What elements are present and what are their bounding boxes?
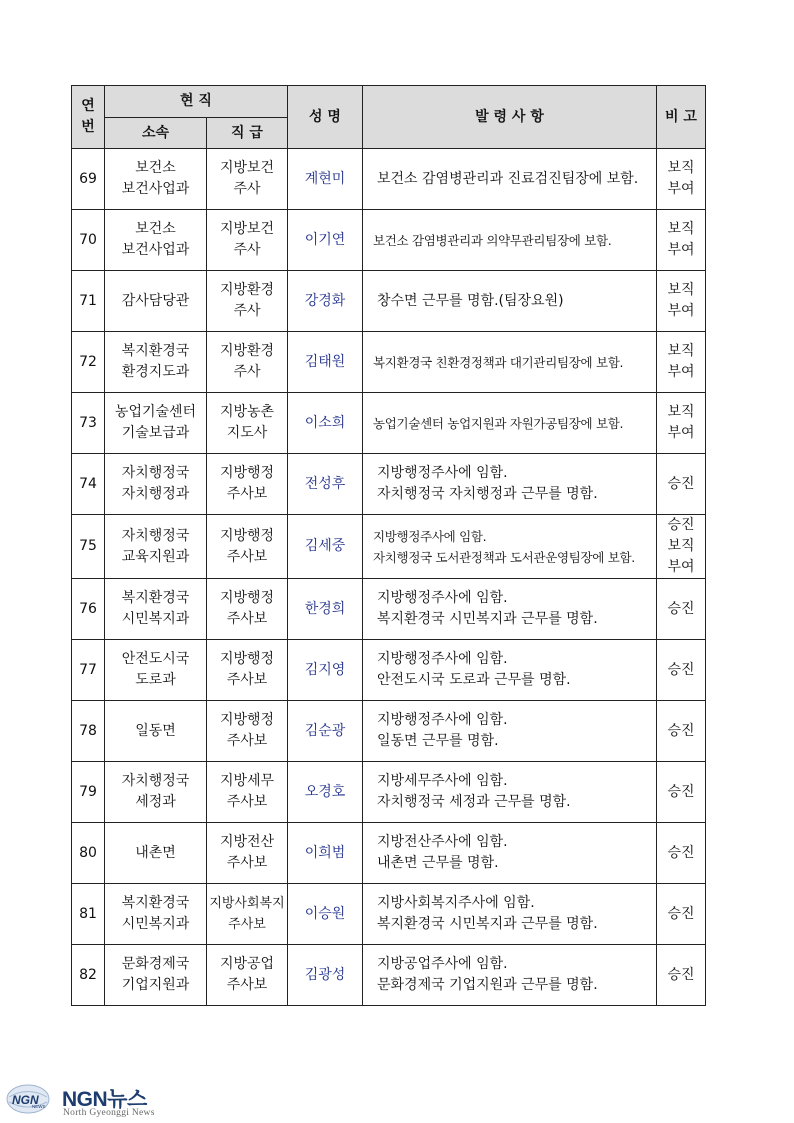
remarks-line: 승진 <box>667 517 695 533</box>
row-name: 계현미 <box>288 149 363 210</box>
personnel-table <box>71 85 706 1006</box>
remarks-line: 보직 <box>667 221 695 237</box>
rank-line: 지방전산 <box>219 834 275 850</box>
rank-line: 지방환경 <box>219 343 275 359</box>
row-rank <box>207 271 288 332</box>
table-row <box>72 271 706 332</box>
table-row <box>72 210 706 271</box>
remarks-line: 승진 <box>667 600 695 617</box>
affiliation-line: 자치행정국 <box>121 465 190 481</box>
affiliation-line: 자치행정국 <box>121 527 190 544</box>
header-order: 발 령 사 항 <box>363 86 657 149</box>
row-remarks <box>657 271 706 332</box>
header-seq <box>72 86 105 149</box>
rank-line: 지방환경 <box>219 282 275 298</box>
row-number: 75 <box>72 515 105 579</box>
row-remarks <box>657 945 706 1006</box>
remarks-line: 보직 <box>667 282 695 298</box>
rank-line: 지방사회복지 <box>209 896 285 911</box>
affiliation-line: 감사담당관 <box>121 292 190 309</box>
table-row <box>72 762 706 823</box>
row-number: 82 <box>72 945 105 1006</box>
ngn-logo <box>6 1082 176 1118</box>
rank-line: 지방보건 <box>219 221 275 237</box>
remarks-line: 승진 <box>667 475 695 492</box>
appointment-line: 농업기술센터 농업지원과 자원가공팀장에 보함. <box>373 415 624 431</box>
row-affiliation <box>105 640 207 701</box>
rank-line: 지방보건 <box>219 160 275 176</box>
rank-line: 지방농촌 <box>219 404 275 420</box>
row-appointment <box>363 823 657 884</box>
row-appointment <box>363 393 657 454</box>
row-affiliation <box>105 271 207 332</box>
row-remarks <box>657 454 706 515</box>
row-name: 한경희 <box>288 579 363 640</box>
row-name: 이희범 <box>288 823 363 884</box>
header-rank: 직 급 <box>207 118 288 149</box>
affiliation-line: 보건소 <box>135 160 176 176</box>
row-appointment <box>363 762 657 823</box>
row-remarks <box>657 332 706 393</box>
row-number: 69 <box>72 149 105 210</box>
logo-brand: NGN뉴스 <box>62 1088 147 1111</box>
affiliation-line: 복지환경국 <box>121 590 190 606</box>
affiliation-line: 자치행정국 <box>121 773 190 789</box>
row-remarks <box>657 823 706 884</box>
appointment-line: 지방행정주사에 임함. <box>377 590 508 606</box>
affiliation-line: 내촌면 <box>135 844 176 861</box>
row-remarks <box>657 210 706 271</box>
row-number: 80 <box>72 823 105 884</box>
row-remarks <box>657 701 706 762</box>
affiliation-line: 환경지도과 <box>121 364 190 380</box>
row-appointment <box>363 149 657 210</box>
rank-line: 지도사 <box>226 425 268 441</box>
row-affiliation <box>105 762 207 823</box>
rank-line: 지방세무 <box>219 773 275 789</box>
row-appointment <box>363 640 657 701</box>
appointment-line: 보건소 감염병관리과 진료검진팀장에 보함. <box>377 170 639 187</box>
rank-line: 지방공업 <box>219 956 275 972</box>
affiliation-line: 기업지원과 <box>121 977 190 993</box>
header-remarks: 비 고 <box>657 86 706 149</box>
row-rank <box>207 762 288 823</box>
row-name: 이승원 <box>288 884 363 945</box>
logo-mark-text: NGN <box>12 1093 39 1107</box>
row-number: 78 <box>72 701 105 762</box>
rank-line: 지방행정 <box>219 590 275 606</box>
remarks-line: 승진 <box>667 783 695 800</box>
row-affiliation <box>105 393 207 454</box>
row-name: 김태원 <box>288 332 363 393</box>
remarks-line: 보직 <box>667 343 695 359</box>
remarks-line: 보직 <box>667 404 695 420</box>
table-body <box>72 149 706 1006</box>
remarks-line: 승진 <box>667 722 695 739</box>
rank-line: 지방행정 <box>219 712 275 728</box>
appointment-line: 지방행정주사에 임함. <box>377 651 508 667</box>
table-row <box>72 640 706 701</box>
row-appointment <box>363 515 657 579</box>
remarks-line: 보직 <box>667 538 695 554</box>
row-affiliation <box>105 823 207 884</box>
affiliation-line: 일동면 <box>135 722 176 739</box>
rank-line: 주사보 <box>226 794 268 810</box>
row-number: 76 <box>72 579 105 640</box>
row-name: 김지영 <box>288 640 363 701</box>
remarks-line: 승진 <box>667 905 695 922</box>
header-affiliation: 소속 <box>105 118 207 149</box>
table-row <box>72 945 706 1006</box>
row-affiliation <box>105 579 207 640</box>
row-remarks <box>657 640 706 701</box>
row-name: 오경호 <box>288 762 363 823</box>
remarks-line: 부여 <box>667 425 695 441</box>
row-number: 72 <box>72 332 105 393</box>
affiliation-line: 도로과 <box>135 672 176 688</box>
remarks-line: 보직 <box>667 160 695 176</box>
appointment-line: 지방사회복지주사에 임함. <box>377 895 535 911</box>
row-appointment <box>363 332 657 393</box>
row-number: 77 <box>72 640 105 701</box>
row-affiliation <box>105 945 207 1006</box>
rank-line: 주사보 <box>226 611 268 627</box>
remarks-line: 승진 <box>667 966 695 983</box>
row-appointment <box>363 454 657 515</box>
logo-subtitle: North Gyeonggi News <box>63 1108 155 1118</box>
rank-line: 주사보 <box>228 917 266 932</box>
appointment-line: 보건소 감염병관리과 의약무관리팀장에 보함. <box>373 232 612 248</box>
rank-line: 지방행정 <box>219 651 275 667</box>
row-rank <box>207 454 288 515</box>
affiliation-line: 보건사업과 <box>121 181 190 197</box>
row-rank <box>207 823 288 884</box>
row-name: 전성후 <box>288 454 363 515</box>
row-affiliation <box>105 332 207 393</box>
row-remarks <box>657 149 706 210</box>
row-rank <box>207 884 288 945</box>
row-appointment <box>363 945 657 1006</box>
header-seq-text: 연 번 <box>81 98 95 135</box>
row-number: 70 <box>72 210 105 271</box>
rank-line: 주사 <box>233 364 261 380</box>
row-remarks <box>657 515 706 579</box>
affiliation-line: 자치행정과 <box>121 486 190 502</box>
row-number: 71 <box>72 271 105 332</box>
rank-line: 지방행정 <box>219 465 275 481</box>
affiliation-line: 복지환경국 <box>121 343 190 359</box>
row-affiliation <box>105 884 207 945</box>
row-name: 강경화 <box>288 271 363 332</box>
appointment-line: 일동면 근무를 명함. <box>377 733 499 749</box>
rank-line: 주사보 <box>226 733 268 749</box>
table-header <box>72 86 706 149</box>
appointment-line: 지방공업주사에 임함. <box>377 956 508 972</box>
table-row <box>72 823 706 884</box>
row-remarks <box>657 579 706 640</box>
affiliation-line: 복지환경국 <box>121 895 190 911</box>
affiliation-line: 문화경제국 <box>121 956 190 972</box>
table-row <box>72 884 706 945</box>
appointment-line: 자치행정국 자치행정과 근무를 명함. <box>377 486 598 502</box>
rank-line: 주사보 <box>226 855 268 871</box>
row-remarks <box>657 762 706 823</box>
row-name: 이소희 <box>288 393 363 454</box>
row-appointment <box>363 884 657 945</box>
appointment-line: 자치행정국 도서관정책과 도서관운영팀장에 보함. <box>373 549 635 565</box>
table-row <box>72 701 706 762</box>
row-rank <box>207 701 288 762</box>
row-rank <box>207 515 288 579</box>
row-rank <box>207 579 288 640</box>
remarks-line: 부여 <box>667 364 695 380</box>
appointment-line: 지방행정주사에 임함. <box>373 528 487 544</box>
rank-line: 지방행정 <box>219 527 275 544</box>
rank-line: 주사보 <box>226 672 268 688</box>
affiliation-line: 시민복지과 <box>121 611 190 627</box>
row-name: 김순광 <box>288 701 363 762</box>
row-affiliation <box>105 454 207 515</box>
remarks-line: 부여 <box>667 242 695 258</box>
row-number: 74 <box>72 454 105 515</box>
appointment-line: 내촌면 근무를 명함. <box>377 855 499 871</box>
row-rank <box>207 945 288 1006</box>
affiliation-line: 기술보급과 <box>121 425 190 441</box>
affiliation-line: 농업기술센터 <box>114 404 197 420</box>
header-name: 성 명 <box>288 86 363 149</box>
appointment-line: 지방전산주사에 임함. <box>377 834 508 850</box>
table-row <box>72 515 706 579</box>
appointment-line: 문화경제국 기업지원과 근무를 명함. <box>377 977 598 993</box>
appointment-line: 복지환경국 친환경정책과 대기관리팀장에 보함. <box>373 354 624 370</box>
row-affiliation <box>105 149 207 210</box>
row-appointment <box>363 701 657 762</box>
header-current: 현 직 <box>105 86 288 118</box>
row-affiliation <box>105 210 207 271</box>
table-row <box>72 393 706 454</box>
table-row <box>72 332 706 393</box>
affiliation-line: 교육지원과 <box>121 548 190 565</box>
appointment-line: 복지환경국 시민복지과 근무를 명함. <box>377 916 598 932</box>
row-number: 81 <box>72 884 105 945</box>
row-number: 73 <box>72 393 105 454</box>
row-rank <box>207 393 288 454</box>
row-rank <box>207 210 288 271</box>
row-affiliation <box>105 515 207 579</box>
appointment-line: 복지환경국 시민복지과 근무를 명함. <box>377 611 598 627</box>
ngn-globe-icon <box>6 1084 50 1114</box>
remarks-line: 승진 <box>667 661 695 678</box>
rank-line: 주사보 <box>226 486 268 502</box>
row-appointment <box>363 210 657 271</box>
rank-line: 주사 <box>233 303 261 319</box>
appointment-line: 지방행정주사에 임함. <box>377 712 508 728</box>
row-name: 이기연 <box>288 210 363 271</box>
appointment-line: 안전도시국 도로과 근무를 명함. <box>377 672 571 688</box>
row-name: 김세중 <box>288 515 363 579</box>
affiliation-line: 보건소 <box>135 221 176 237</box>
remarks-line: 부여 <box>667 559 695 575</box>
appointment-line: 창수면 근무를 명함.(팀장요원) <box>377 292 564 309</box>
row-appointment <box>363 271 657 332</box>
row-remarks <box>657 884 706 945</box>
row-rank <box>207 640 288 701</box>
row-rank <box>207 149 288 210</box>
remarks-line: 부여 <box>667 303 695 319</box>
affiliation-line: 세정과 <box>135 794 176 810</box>
affiliation-line: 안전도시국 <box>121 651 190 667</box>
row-name: 김광성 <box>288 945 363 1006</box>
row-rank <box>207 332 288 393</box>
row-number: 79 <box>72 762 105 823</box>
row-appointment <box>363 579 657 640</box>
appointment-line: 자치행정국 세정과 근무를 명함. <box>377 794 571 810</box>
affiliation-line: 시민복지과 <box>121 916 190 932</box>
appointment-line: 지방행정주사에 임함. <box>377 465 508 481</box>
table-row <box>72 454 706 515</box>
affiliation-line: 보건사업과 <box>121 242 190 258</box>
appointment-line: 지방세무주사에 임함. <box>377 773 508 789</box>
table-row <box>72 579 706 640</box>
rank-line: 주사 <box>233 242 261 258</box>
rank-line: 주사보 <box>226 977 268 993</box>
remarks-line: 부여 <box>667 181 695 197</box>
remarks-line: 승진 <box>667 844 695 861</box>
table-row <box>72 149 706 210</box>
rank-line: 주사 <box>233 181 261 197</box>
logo-mark-subtext: NEWS <box>32 1104 46 1109</box>
row-remarks <box>657 393 706 454</box>
row-affiliation <box>105 701 207 762</box>
rank-line: 주사보 <box>226 548 268 565</box>
